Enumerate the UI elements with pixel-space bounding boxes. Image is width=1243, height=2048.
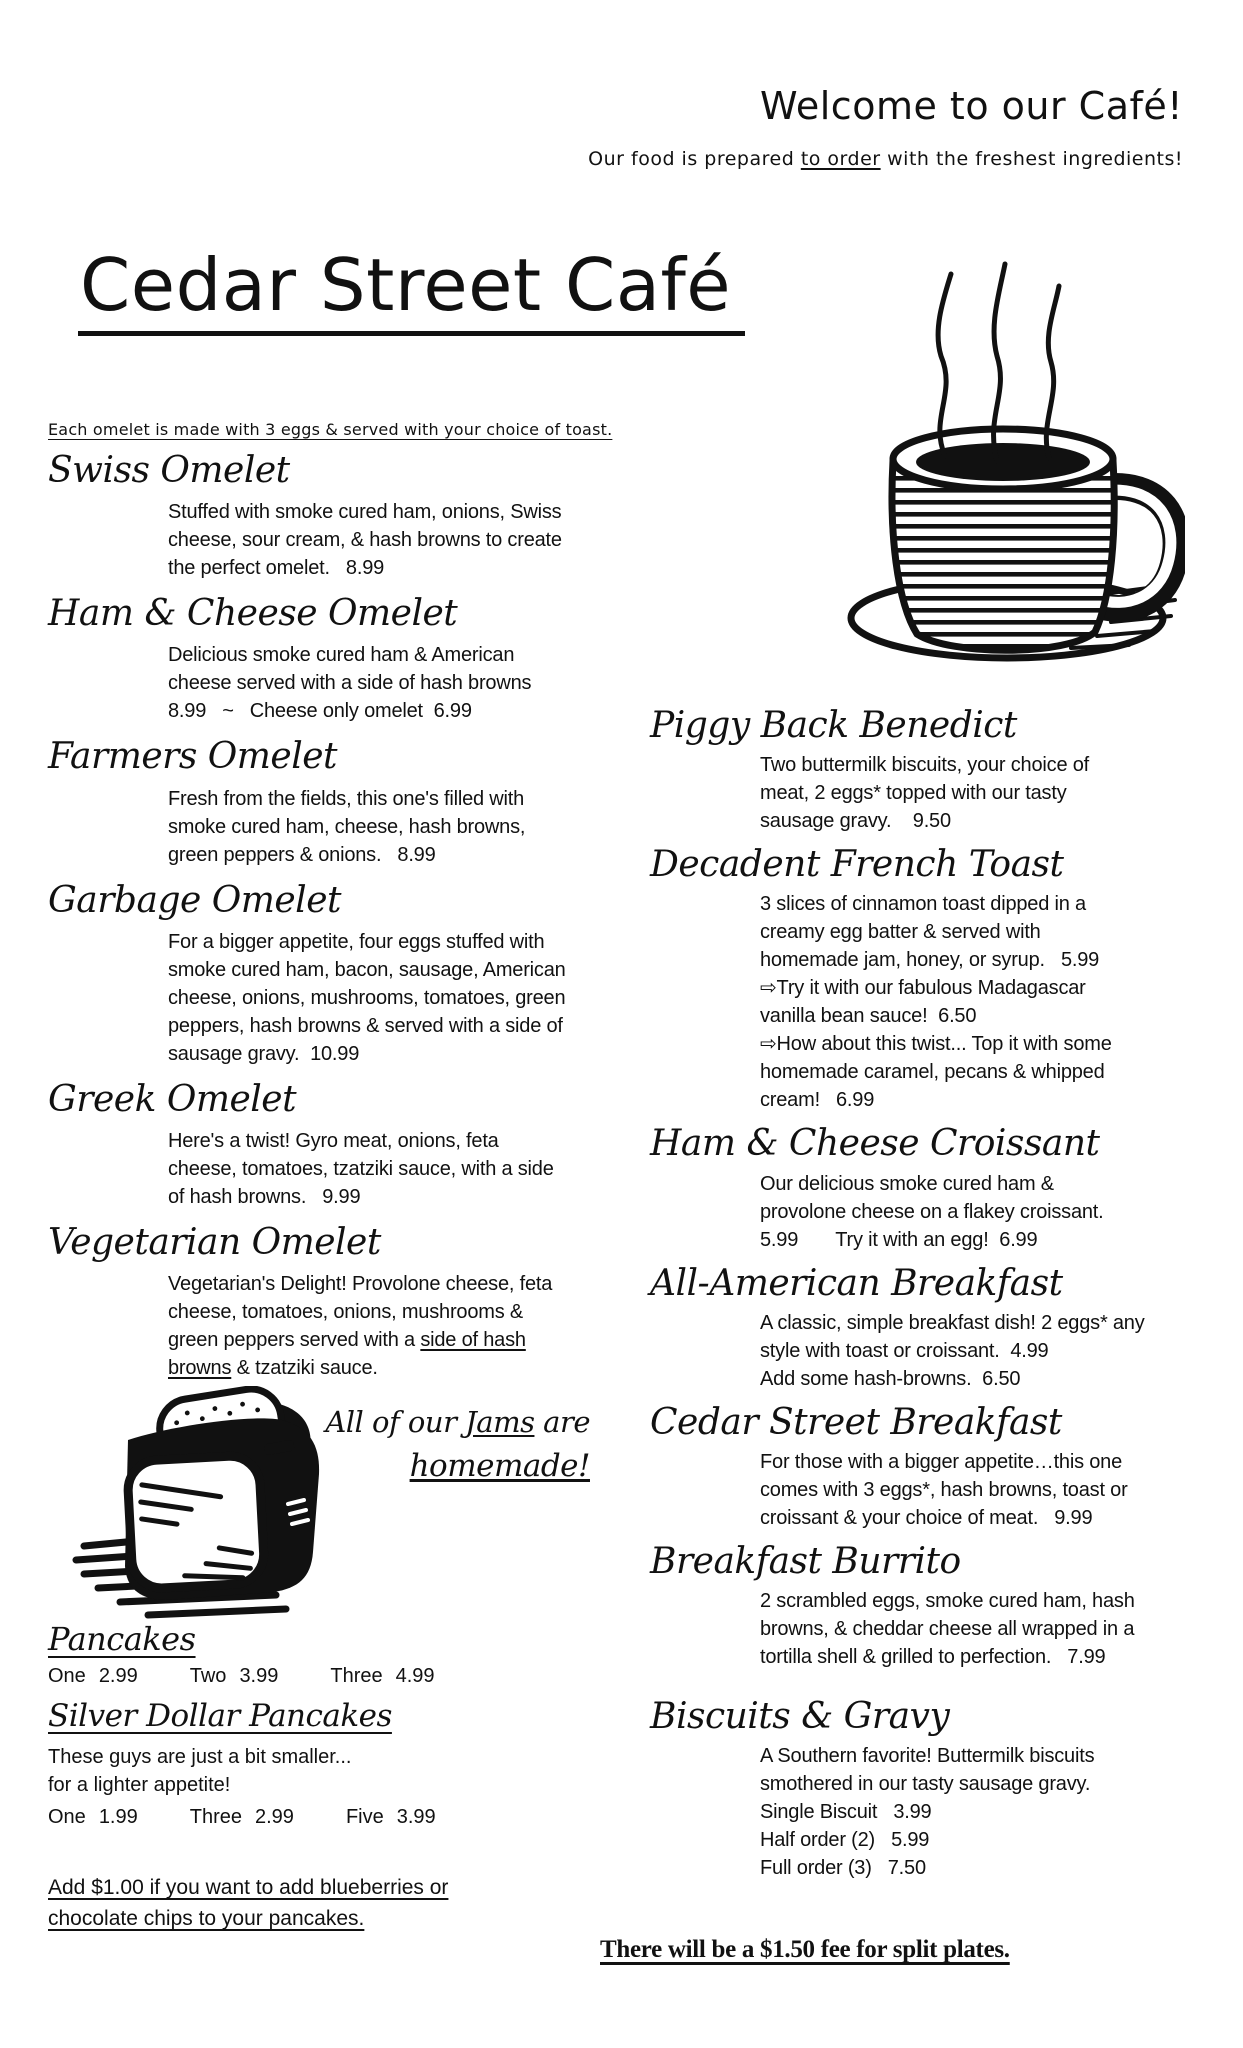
description-line: A Southern favorite! Buttermilk biscuits <box>760 1745 1095 1768</box>
coffee-cup-illustration <box>845 256 1185 678</box>
description-line: of hash browns. 9.99 <box>168 1185 361 1208</box>
jams-note <box>325 1405 590 1484</box>
item-description <box>760 890 1210 1114</box>
item-name: Greek Omelet <box>48 1078 297 1120</box>
item-name: Garbage Omelet <box>48 879 341 921</box>
item-description <box>168 1270 553 1382</box>
description-line: smothered in our tasty sausage gravy. <box>760 1773 1091 1796</box>
description-line: chocolate chips to your pancakes. <box>48 1907 365 1930</box>
description-line: smoke cured ham, bacon, sausage, American <box>168 958 566 981</box>
description-line: for a lighter appetite! <box>48 1773 231 1796</box>
menu-item-swiss-omelet <box>48 449 562 582</box>
coffee-cup-svg <box>845 256 1185 676</box>
pancake-addon-note <box>48 1872 448 1934</box>
description-line: the perfect omelet. 8.99 <box>168 557 385 580</box>
menu-item-biscuits-gravy <box>650 1695 1210 1882</box>
pancakes-heading: Pancakes <box>48 1620 196 1658</box>
page-title: Cedar Street Café <box>78 248 745 336</box>
price-pair <box>346 1804 436 1831</box>
description-line: These guys are just a bit smaller... <box>48 1745 352 1768</box>
tagline: Our food is prepared to order with the freshest ingredients! <box>588 148 1183 170</box>
page-title-wrap <box>78 243 745 336</box>
description-line: homemade caramel, pecans & whipped <box>760 1061 1105 1084</box>
description-line: Full order (3) 7.50 <box>760 1857 926 1880</box>
menu-item-all-american-breakfast <box>650 1262 1210 1393</box>
menu-item-ham-cheese-omelet <box>48 592 532 725</box>
description-line: cheese, sour cream, & hash browns to create <box>168 529 562 552</box>
price-label: One <box>48 1805 86 1828</box>
description-line: style with toast or croissant. 4.99 <box>760 1339 1049 1362</box>
description-line: 3 slices of cinnamon toast dipped in a <box>760 893 1086 916</box>
description-line: comes with 3 eggs*, hash browns, toast or <box>760 1478 1128 1501</box>
description-line: Add $1.00 if you want to add blueberries or <box>48 1876 449 1899</box>
description-line: cheese, tomatoes, onions, mushrooms & <box>168 1301 524 1324</box>
price-label: Three <box>330 1665 383 1688</box>
description-line: Single Biscuit 3.99 <box>760 1801 932 1824</box>
description-line: For those with a bigger appetite…this one <box>760 1450 1123 1473</box>
description-line: smoke cured ham, cheese, hash browns, <box>168 815 526 838</box>
price-value: 4.99 <box>395 1665 435 1688</box>
description-line: peppers, hash browns & served with a side of <box>168 1014 563 1037</box>
menu-item-vegetarian-omelet <box>48 1221 553 1382</box>
menu-item-greek-omelet <box>48 1078 554 1211</box>
description-line: Two buttermilk biscuits, your choice of <box>760 754 1089 777</box>
item-description <box>168 498 562 582</box>
item-name: Swiss Omelet <box>48 450 290 491</box>
jams-note-line: homemade! <box>409 1448 590 1484</box>
item-name: Vegetarian Omelet <box>48 1221 381 1263</box>
item-description <box>760 1309 1210 1393</box>
breakfast-section <box>650 700 1210 1890</box>
description-line: Our delicious smoke cured ham & <box>760 1172 1054 1195</box>
price-pair <box>48 1663 138 1690</box>
description-line: tortilla shell & grilled to perfection. 7.99 <box>760 1646 1106 1669</box>
menu-item-decadent-french-toast <box>650 843 1210 1114</box>
description-line: green peppers & onions. 8.99 <box>168 843 436 866</box>
jams-note-line: All of our Jams are <box>325 1405 590 1439</box>
description-line: vanilla bean sauce! 6.50 <box>760 1005 977 1028</box>
description-line: browns, & cheddar cheese all wrapped in a <box>760 1618 1135 1641</box>
price-label: Two <box>189 1665 227 1688</box>
description-line: homemade jam, honey, or syrup. 5.99 <box>760 949 1100 972</box>
item-name: All-American Breakfast <box>650 1262 1063 1304</box>
item-description <box>760 1742 1210 1882</box>
description-line: sausage gravy. 9.50 <box>760 810 951 833</box>
description-line: croissant & your choice of meat. 9.99 <box>760 1506 1093 1529</box>
toaster-illustration <box>70 1386 334 1628</box>
description-line: creamy egg batter & served with <box>760 921 1041 944</box>
description-line: ⇨How about this twist... Top it with some <box>760 1033 1112 1056</box>
item-name: Biscuits & Gravy <box>650 1696 950 1738</box>
price-value: 3.99 <box>396 1805 436 1828</box>
silver-dollar-heading: Silver Dollar Pancakes <box>48 1698 392 1735</box>
item-description <box>760 1170 1210 1254</box>
item-name: Ham & Cheese Omelet <box>48 593 458 635</box>
price-value: 2.99 <box>255 1805 294 1828</box>
price-value: 3.99 <box>239 1665 279 1688</box>
price-pair <box>190 1804 294 1831</box>
omelet-section <box>48 420 613 1382</box>
description-line: Stuffed with smoke cured ham, onions, Swiss <box>168 501 562 524</box>
item-name: Ham & Cheese Croissant <box>650 1123 1100 1165</box>
silver-dollar-prices <box>48 1804 518 1831</box>
description-line: Fresh from the fields, this one's filled with <box>168 787 525 810</box>
description-line: provolone cheese on a flakey croissant. <box>760 1200 1104 1223</box>
price-label: One <box>48 1665 86 1688</box>
mug <box>892 429 1114 650</box>
description-line: sausage gravy. 10.99 <box>168 1042 360 1065</box>
price-pair <box>48 1804 138 1831</box>
split-plate-note: There will be a $1.50 fee for split plates. <box>600 1936 1010 1963</box>
description-line: 5.99 Try it with an egg! 6.99 <box>760 1228 1038 1251</box>
description-line: cheese served with a side of hash browns <box>168 672 532 695</box>
menu-item-farmers-omelet <box>48 735 526 868</box>
item-description <box>168 1127 554 1211</box>
price-value: 1.99 <box>98 1805 138 1828</box>
description-line: 8.99 ~ Cheese only omelet 6.99 <box>168 700 472 723</box>
description-line: Vegetarian's Delight! Provolone cheese, feta <box>168 1273 553 1296</box>
item-description <box>168 641 532 725</box>
item-description <box>760 751 1210 835</box>
item-name: Decadent French Toast <box>650 844 1064 886</box>
price-pair <box>190 1663 279 1690</box>
description-line: 2 scrambled eggs, smoke cured ham, hash <box>760 1590 1135 1613</box>
item-name: Cedar Street Breakfast <box>650 1401 1062 1443</box>
description-line: Delicious smoke cured ham & American <box>168 644 515 667</box>
price-pair <box>330 1663 434 1690</box>
silver-dollar-description <box>48 1743 518 1799</box>
menu-item-cedar-street-breakfast <box>650 1401 1210 1532</box>
description-line: A classic, simple breakfast dish! 2 eggs* any <box>760 1311 1145 1334</box>
item-name: Piggy Back Benedict <box>650 705 1017 746</box>
description-line: Here's a twist! Gyro meat, onions, feta <box>168 1129 499 1152</box>
description-line: cheese, onions, mushrooms, tomatoes, green <box>168 986 566 1009</box>
item-name: Farmers Omelet <box>48 736 338 778</box>
price-label: Five <box>345 1805 384 1828</box>
description-line: Add some hash-browns. 6.50 <box>760 1367 1021 1390</box>
pancakes-section <box>48 1620 518 1831</box>
menu-item-garbage-omelet <box>48 879 566 1068</box>
description-line: cream! 6.99 <box>760 1089 875 1112</box>
toaster-svg <box>70 1386 334 1628</box>
pancake-prices <box>48 1663 518 1690</box>
item-description <box>760 1448 1210 1532</box>
description-line: meat, 2 eggs* topped with our tasty <box>760 782 1067 805</box>
price-value: 2.99 <box>98 1665 138 1688</box>
item-description <box>168 785 526 869</box>
description-line: Half order (2) 5.99 <box>760 1829 930 1852</box>
menu-item-breakfast-burrito <box>650 1540 1210 1671</box>
price-label: Three <box>189 1805 242 1828</box>
menu-item-ham-cheese-croissant <box>650 1122 1210 1253</box>
description-line: ⇨Try it with our fabulous Madagascar <box>760 977 1086 1000</box>
omelet-note: Each omelet is made with 3 eggs & served with your choice of toast. <box>48 420 613 439</box>
description-line: browns & tzatziki sauce. <box>168 1357 378 1380</box>
item-name: Breakfast Burrito <box>650 1540 961 1582</box>
menu-item-piggy-back-benedict <box>650 704 1210 835</box>
description-line: green peppers served with a side of hash <box>168 1329 526 1352</box>
item-description <box>168 928 566 1068</box>
description-line: cheese, tomatoes, tzatziki sauce, with a side <box>168 1157 554 1180</box>
welcome-heading: Welcome to our Café! <box>760 84 1183 128</box>
description-line: For a bigger appetite, four eggs stuffed with <box>168 930 545 953</box>
item-description <box>760 1587 1210 1671</box>
toaster-body <box>125 1418 319 1600</box>
